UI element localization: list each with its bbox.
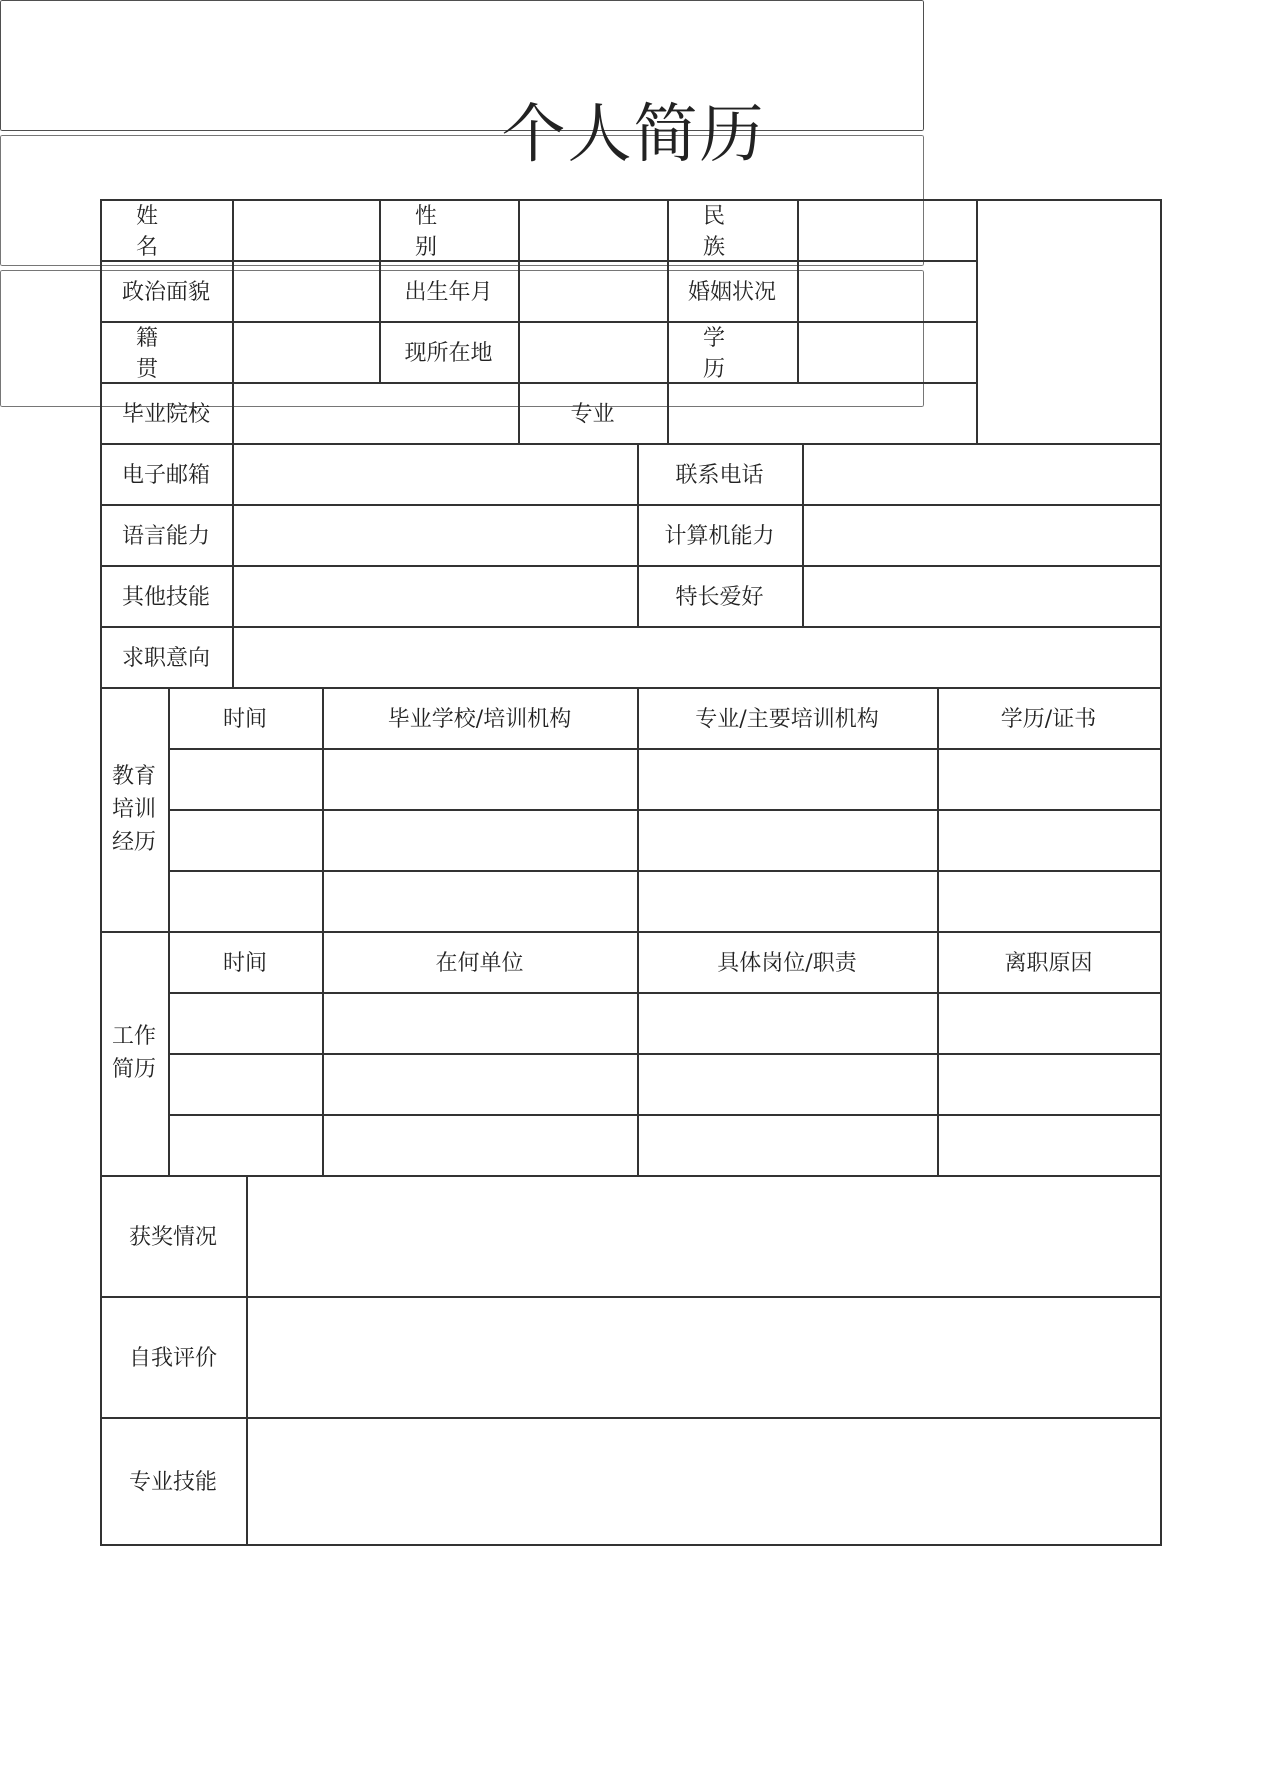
major-label: 专业 <box>570 402 615 427</box>
email-label: 电子邮箱 <box>121 463 210 488</box>
professional-skills-label: 专业技能 <box>128 1470 217 1495</box>
native-place-label: 籍贯 <box>136 325 195 382</box>
v-rule <box>797 199 799 384</box>
h-rule <box>168 992 1162 994</box>
v-rule <box>1160 199 1162 1546</box>
phone-label: 联系电话 <box>675 463 764 488</box>
education-section-label-line: 教育 <box>111 763 156 789</box>
education-cell[interactable] <box>171 751 319 806</box>
work-cell[interactable] <box>171 1056 319 1111</box>
current-location-label: 现所在地 <box>404 341 493 366</box>
h-rule <box>168 809 1162 811</box>
school-field[interactable] <box>235 385 515 440</box>
job-intent-label: 求职意向 <box>121 646 210 671</box>
name-label: 姓名 <box>136 203 195 260</box>
work-cell[interactable] <box>171 1117 319 1172</box>
work-header-2: 具体岗位/职责 <box>717 951 857 976</box>
education-cell[interactable] <box>640 751 934 806</box>
work-header-3: 离职原因 <box>1004 951 1093 976</box>
education-section-label-line: 经历 <box>111 829 156 855</box>
job-intent-field[interactable] <box>235 629 1157 684</box>
h-rule <box>168 1114 1162 1116</box>
education-cell[interactable] <box>325 873 634 928</box>
marital-status-label: 婚姻状况 <box>687 280 776 305</box>
education-cell[interactable] <box>640 812 934 867</box>
h-rule <box>100 565 1162 567</box>
v-rule <box>246 1175 248 1546</box>
current-location-field[interactable] <box>521 324 664 379</box>
hobbies-label: 特长爱好 <box>675 585 764 610</box>
political-status-field[interactable] <box>235 263 376 318</box>
work-header-1: 在何单位 <box>435 951 524 976</box>
work-section-label-line: 工作 <box>111 1024 156 1049</box>
work-cell[interactable] <box>171 995 319 1050</box>
education-cell[interactable] <box>171 873 319 928</box>
education-level-field[interactable] <box>800 324 973 379</box>
language-label: 语言能力 <box>121 524 210 549</box>
gender-field[interactable] <box>521 202 664 257</box>
work-cell[interactable] <box>640 995 934 1050</box>
work-cell[interactable] <box>640 1056 934 1111</box>
other-skills-field[interactable] <box>235 568 634 623</box>
photo-box[interactable] <box>978 201 1159 442</box>
work-cell[interactable] <box>325 1117 634 1172</box>
work-cell[interactable] <box>940 1117 1157 1172</box>
page-title: 个人简历 <box>501 98 766 172</box>
h-rule <box>168 1053 1162 1055</box>
education-level-label: 学历 <box>703 325 762 382</box>
v-rule <box>802 443 804 628</box>
work-cell[interactable] <box>325 995 634 1050</box>
h-rule <box>100 626 1162 628</box>
work-cell[interactable] <box>940 995 1157 1050</box>
h-rule <box>100 1175 1162 1177</box>
birth-date-label: 出生年月 <box>404 280 493 305</box>
v-rule <box>667 382 669 445</box>
h-rule <box>168 870 1162 872</box>
other-skills-label: 其他技能 <box>121 585 210 610</box>
education-header-2: 专业/主要培训机构 <box>695 707 879 732</box>
email-field[interactable] <box>235 446 634 501</box>
marital-status-field[interactable] <box>800 263 973 318</box>
ethnicity-field[interactable] <box>800 202 973 257</box>
work-cell[interactable] <box>640 1117 934 1172</box>
education-header-3: 学历/证书 <box>1000 707 1097 732</box>
education-cell[interactable] <box>940 812 1157 867</box>
language-field[interactable] <box>235 507 634 562</box>
h-rule <box>100 504 1162 506</box>
work-header-0: 时间 <box>222 951 267 976</box>
work-section-label <box>100 931 168 1175</box>
v-rule <box>232 199 234 689</box>
education-cell[interactable] <box>940 873 1157 928</box>
education-cell[interactable] <box>171 812 319 867</box>
name-field[interactable] <box>235 202 376 257</box>
h-rule <box>100 1544 1162 1546</box>
native-place-field[interactable] <box>235 324 376 379</box>
h-rule <box>100 443 1162 445</box>
political-status-label: 政治面貌 <box>121 280 210 305</box>
computer-label: 计算机能力 <box>664 524 775 549</box>
education-header-1: 毕业学校/培训机构 <box>387 707 572 732</box>
hobbies-field[interactable] <box>805 568 1157 623</box>
awards-label: 获奖情况 <box>128 1225 217 1250</box>
school-label: 毕业院校 <box>121 402 210 427</box>
major-field[interactable] <box>670 385 973 440</box>
education-cell[interactable] <box>325 812 634 867</box>
work-cell[interactable] <box>940 1056 1157 1111</box>
work-cell[interactable] <box>325 1056 634 1111</box>
phone-field[interactable] <box>805 446 1157 501</box>
education-cell[interactable] <box>325 751 634 806</box>
self-evaluation-label: 自我评价 <box>128 1346 217 1371</box>
h-rule <box>100 1417 1162 1419</box>
education-cell[interactable] <box>940 751 1157 806</box>
ethnicity-label: 民族 <box>703 203 762 260</box>
v-rule <box>518 199 520 384</box>
h-rule <box>100 1296 1162 1298</box>
education-cell[interactable] <box>640 873 934 928</box>
education-header-0: 时间 <box>222 707 267 732</box>
gender-label: 性别 <box>415 203 474 260</box>
birth-date-field[interactable] <box>521 263 664 318</box>
education-section-label-line: 培训 <box>111 796 156 822</box>
work-section-label-line: 简历 <box>111 1057 156 1082</box>
education-section-label <box>100 687 168 931</box>
h-rule <box>168 748 1162 750</box>
computer-field[interactable] <box>805 507 1157 562</box>
